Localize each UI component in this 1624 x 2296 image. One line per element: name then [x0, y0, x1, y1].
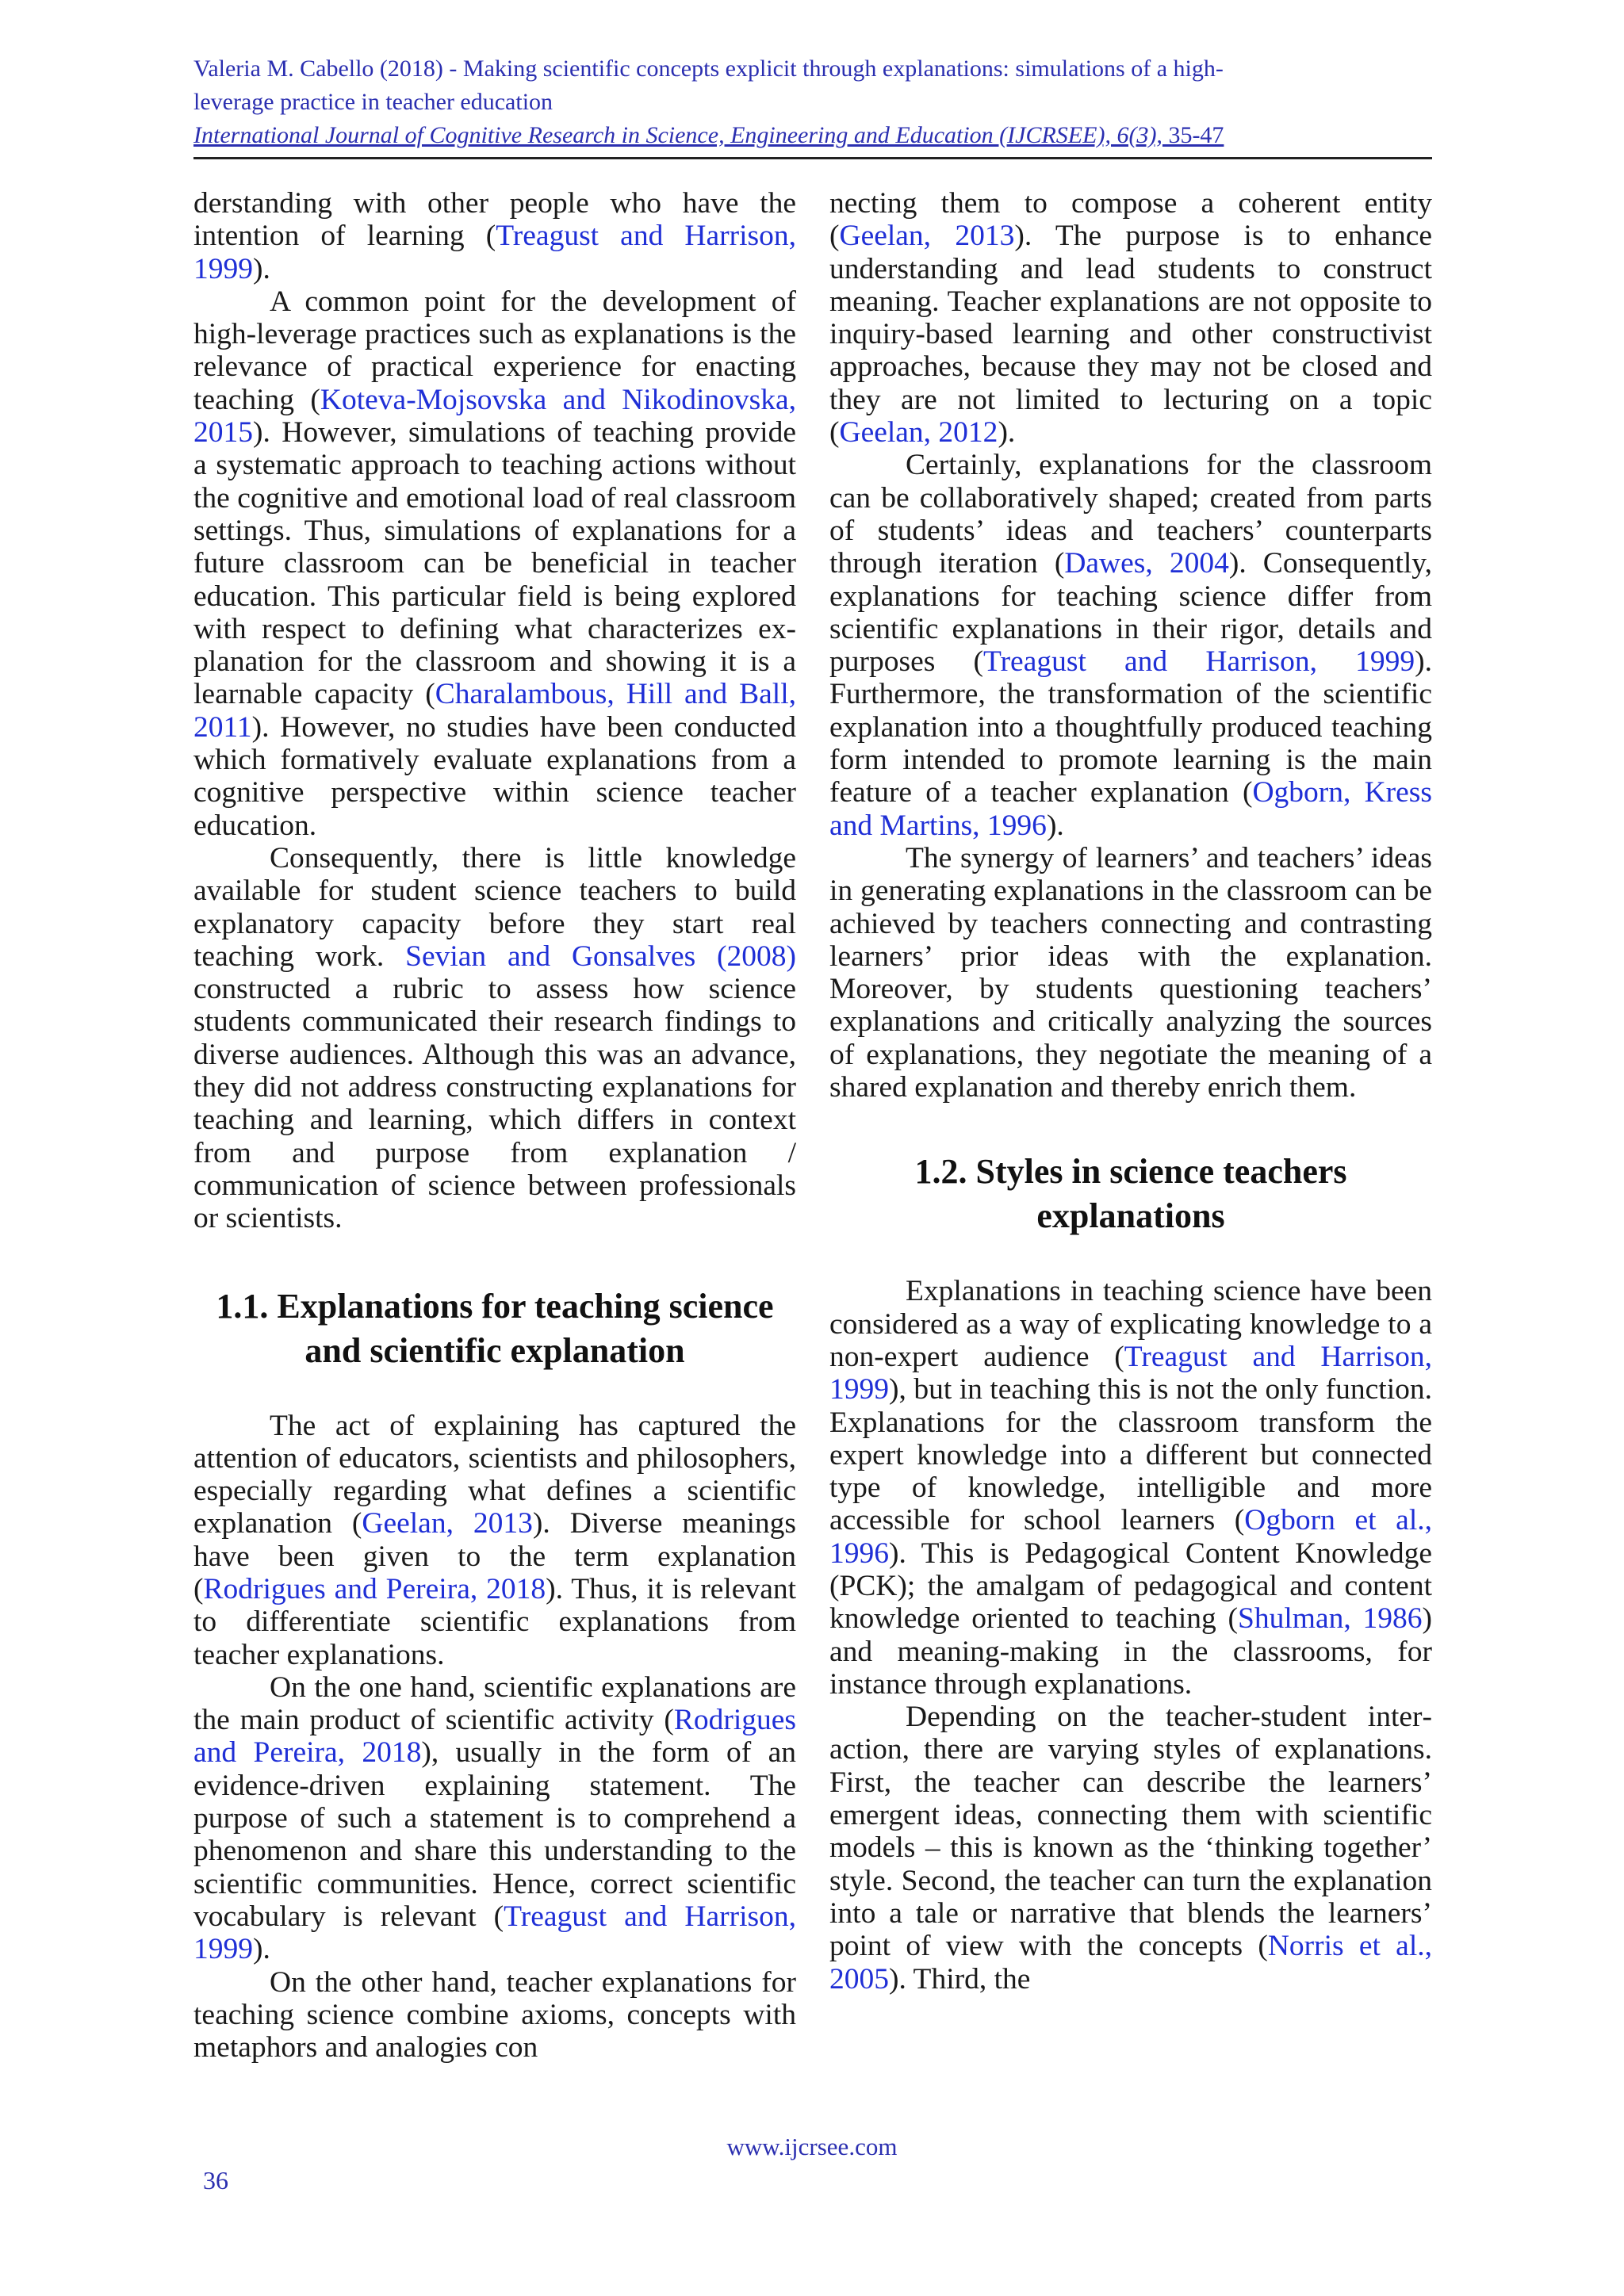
body-paragraph: necting them to compose a coherent entity (Geelan, 2013). The purpose is to enhance understanding and lead students to construct meaning. Teacher explanations are not opposite to inquiry-based learning and other constructivist approaches, because they may not be closed and they are not limited to lecturing on a topic (Geelan, 2012). [829, 187, 1432, 450]
citation-link[interactable]: Shulman, 1986 [1238, 1602, 1423, 1636]
section-heading-1-2: 1.2. Styles in science teachers explanations [914, 1152, 1347, 1236]
left-column [193, 187, 796, 2064]
citation-link[interactable]: Ogborn et al., 1996 [829, 1504, 1432, 1570]
body-paragraph: The act of explaining has captured the attention of educators, scientists and philosophers, especially regarding what defines a scientific explanation (Geelan, 2013). Diverse meanings have been given to the term explanation (Rodrigues and Pereira, 2018). Thus, it is relevant to differentiate scientific explanations from teacher explanations. [193, 1409, 797, 1671]
body-paragraph: derstanding with other people who have the intention of learning (Treagust and Harrison, 1999). [193, 187, 796, 285]
citation-link[interactable]: Rodrigues and Pereira, 2018 [193, 1704, 796, 1770]
body-paragraph: Consequently, there is little knowledge available for student science teachers to build explanatory capacity before they start real teaching work. Sevian and Gonsalves (2008) constructed a rubric to assess how science students communicated their research findings to diverse audiences. Although this was an advance, they did not address constructing explanations for teaching and learning, which differs in context from and purpose from explanation / communication of science between professionals or scientists. [193, 841, 796, 1235]
page-number: 36 [203, 2166, 228, 2195]
body-paragraph: On the one hand, scientific explanations are the main product of scientific activity (Rodrigues and Pereira, 2018), usually in the form of an evidence-driven explaining statement. The purpose of such a statement is to comprehend a phenomenon and share this understanding to the scientific communities. Hence, correct scientific vocabulary is relevant (Treagust and Harrison, 1999). [193, 1670, 797, 1966]
header-author-title-line1: Valeria M. Cabello (2018) - Making scientific concepts explicit through explanations: simulations of a high- [193, 55, 1224, 82]
running-header [193, 52, 1432, 152]
body-paragraph: Explanations in teaching science have been considered as a way of explicating knowledge to a non-expert audience (Treagust and Harrison, 1999), but in teaching this is not the only function. Explanations for the classroom transform the expert knowledge into a different but connected type of knowledge, intelligible and more accessible for school learners (Ogborn et al., 1996). This is Pedagogical Content Knowledge (PCK); the amalgam of pedagogical and content knowledge oriented to teaching (Shulman, 1986) and meaning-making in the classrooms, for instance through explanations. [829, 1275, 1432, 1701]
citation-link[interactable]: Rodrigues and Pereira, 2018 [203, 1572, 546, 1605]
header-journal-line [193, 119, 1432, 152]
citation-link[interactable]: Treagust and Harrison, 1999 [193, 1900, 796, 1966]
body-paragraph: Depending on the teacher-student interaction, there are varying styles of explanations. First, the teacher can describe the learners’ emergent ideas, connecting them with scientific models – this is known as the ‘thinking together’ style. Second, the teacher can turn the explanation into a tale or narrative that blends the learners’ point of view with the concepts (Norris et al., 2005). Third, the [829, 1701, 1432, 1996]
citation-link[interactable]: Geelan, 2013 [839, 220, 1015, 253]
citation-link[interactable]: Norris et al., 2005 [829, 1930, 1432, 1996]
citation-link[interactable]: Treagust and Harrison, 1999 [829, 1340, 1432, 1406]
header-divider [193, 157, 1432, 159]
citation-link[interactable]: Geelan, 2012 [839, 416, 998, 450]
footer-website-link[interactable]: www.ijcrsee.com [726, 2133, 898, 2160]
header-journal-name: International Journal of Cognitive Research in Science, Engineering and Education (IJCRSEE), 6(3), [193, 122, 1162, 148]
citation-link[interactable]: Charalambous, Hill and Ball, 2011 [193, 678, 796, 744]
body-paragraph: Certainly, explanations for the classroom can be collaboratively shaped; created from parts of students’ ideas and teachers’ counterparts through iteration (Dawes, 2004). Consequently, explanations for teaching science differ from scientific explanations in their rigor, details and purposes (Treagust and Harrison, 1999). Furthermore, the transformation of the scientific explanation into a thoughtfully produced teaching form intended to promote learning is the main feature of a teacher explanation (Ogborn, Kress and Martins, 1996). [829, 449, 1432, 842]
header-page-range: 35-47 [1162, 122, 1224, 148]
citation-link[interactable]: Dawes, 2004 [1064, 547, 1229, 580]
body-paragraph: On the other hand, teacher explanations for teaching science combine axioms, concepts with metaphors and analogies con [193, 1965, 796, 2064]
citation-link[interactable]: Sevian and Gonsalves (2008) [405, 939, 796, 973]
right-column [829, 187, 1432, 1996]
citation-link[interactable]: Ogborn, Kress and Martins, 1996 [829, 776, 1432, 842]
body-paragraph: A common point for the development of high-leverage practices such as explanations is the relevance of practical experience for enacting teaching (Koteva-Mojsovska and Nikodinovska, 2015). However, simulations of teaching provide a systematic approach to teaching actions without the cognitive and emotional load of real classroom settings. Thus, simulations of explanations for a future classroom can be beneficial in teacher education. This particular field is being explored with respect to defining what characterizes explanation for the classroom and showing it is a learnable capacity (Charalambous, Hill and Ball, 2011). However, no studies have been conducted which formatively evaluate explanations from a cognitive perspective within science teacher education. [193, 285, 796, 842]
section-heading-1-1: 1.1. Explanations for teaching science and scientific explanation [216, 1286, 774, 1370]
body-paragraph: The synergy of learners’ and teachers’ ideas in generating explanations in the classroom can be achieved by teachers connecting and contrasting learners’ prior ideas with the explanation. Moreover, by students questioning teachers’ explanations and critically analyzing the sources of explanations, they negotiate the meaning of a shared explanation and thereby enrich them. [829, 841, 1432, 1104]
citation-link[interactable]: Treagust and Harrison, 1999 [982, 645, 1415, 679]
citation-link[interactable]: Geelan, 2013 [362, 1507, 533, 1540]
header-author-title-line2: leverage practice in teacher education [193, 89, 553, 115]
citation-link[interactable]: Koteva-Mojsovska and Nikodinovska, 2015 [193, 383, 796, 450]
citation-link[interactable]: Treagust and Harrison, 1999 [193, 220, 796, 285]
